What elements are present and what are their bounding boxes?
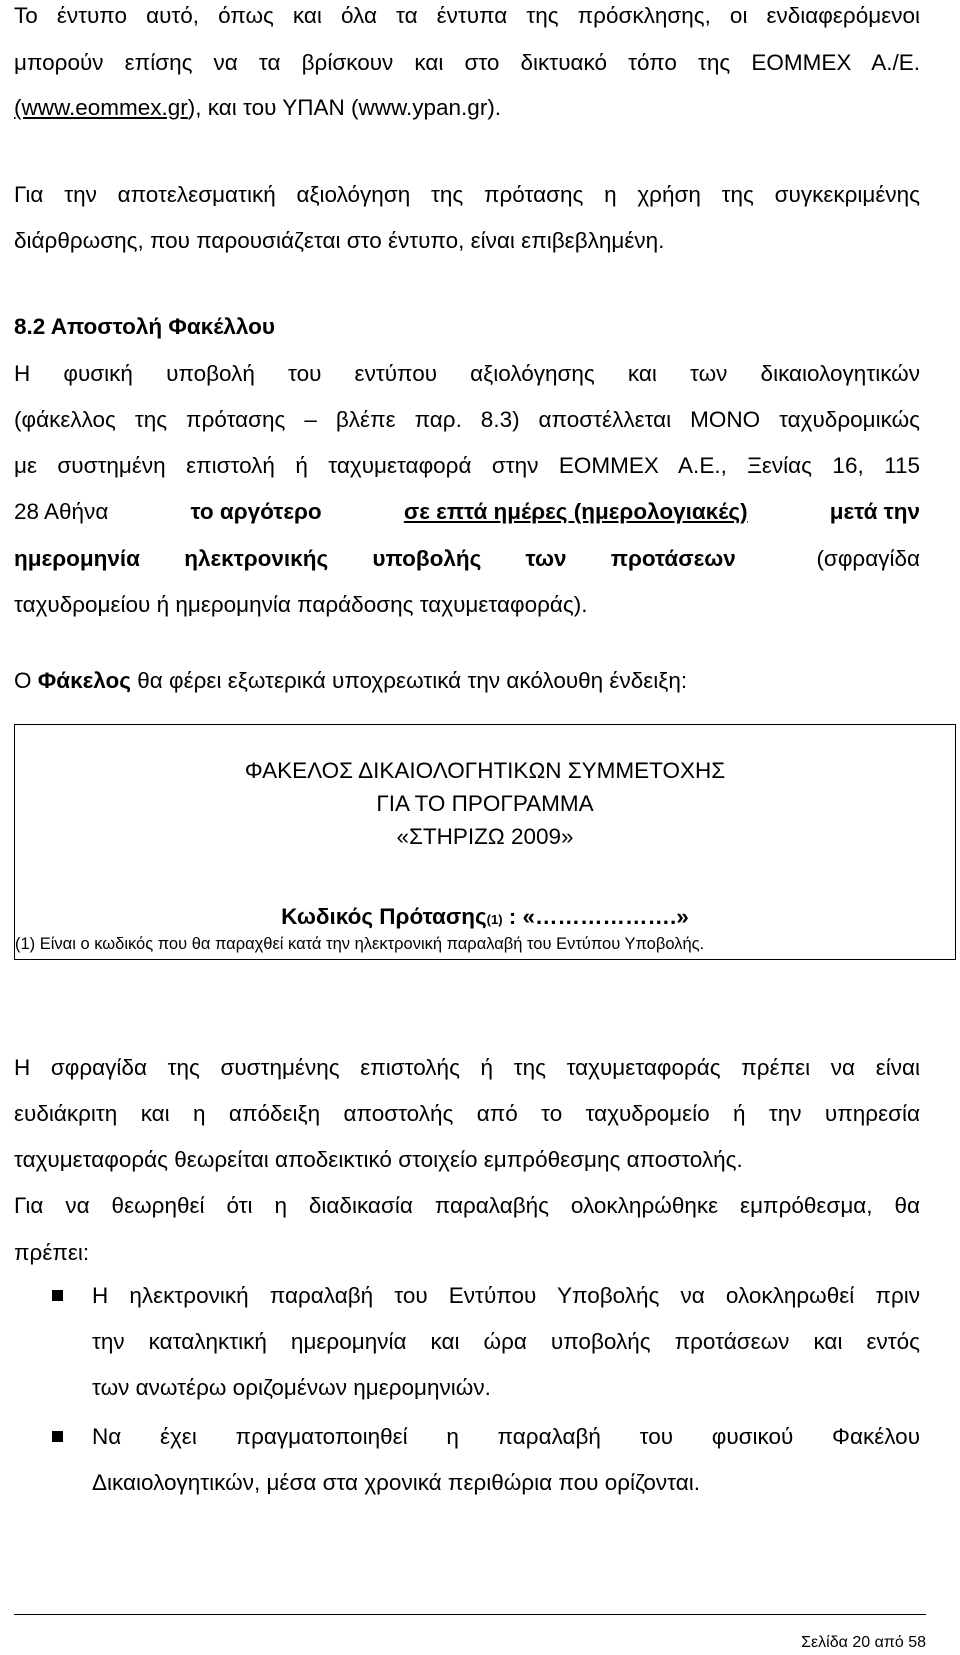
para3-line3: ταχυμεταφοράς θεωρείται αποδεικτικό στοιχείο εμπρόθεσμης αποστολής. bbox=[14, 1147, 743, 1172]
proposal-code-footnote-ref: (1) bbox=[486, 912, 503, 927]
para3-line1: Η σφραγίδα της συστημένης επιστολής ή της ταχυμεταφοράς πρέπει να είναι bbox=[14, 1055, 920, 1080]
para1-line1: Το έντυπο αυτό, όπως και όλα τα έντυπα της πρόσκλησης, οι ενδιαφερόμενοι bbox=[14, 3, 920, 28]
proposal-code-line bbox=[15, 903, 955, 934]
bullet2-line1: Να έχει πραγματοποιηθεί η παραλαβή του φυσικού Φακέλου bbox=[92, 1424, 920, 1449]
section-line3: με συστημένη επιστολή ή ταχυμεταφορά στην ΕΟΜΜΕΧ Α.Ε., Ξενίας 16, 115 bbox=[14, 453, 920, 478]
para2-line1: Για την αποτελεσματική αξιολόγηση της πρότασης η χρήση της συγκεκριμένης bbox=[14, 182, 920, 207]
para3-line2: ευδιάκριτη και η απόδειξη αποστολής από το ταχυδρομείο ή την υπηρεσία bbox=[14, 1101, 920, 1126]
section-line2: (φάκελλος της πρότασης – βλέπε παρ. 8.3) αποστέλλεται ΜΟΝΟ ταχυδρομικώς bbox=[14, 407, 920, 432]
bullet-marker-1 bbox=[52, 1290, 63, 1301]
para1-line3 bbox=[14, 94, 501, 122]
para1-line3-rest: ), και του ΥΠΑΝ (www.ypan.gr). bbox=[187, 95, 502, 120]
section-line4 bbox=[14, 498, 920, 526]
proposal-code-value: : «……………….» bbox=[502, 904, 689, 929]
bullet1-line1: Η ηλεκτρονική παραλαβή του Εντύπου Υποβολής να ολοκληρωθεί πριν bbox=[92, 1283, 920, 1308]
section-line4-c: σε επτά ημέρες (ημερολογιακές) bbox=[403, 499, 748, 524]
section-line1: Η φυσική υποβολή του εντύπου αξιολόγησης και των δικαιολογητικών bbox=[14, 361, 920, 386]
bullet1-line2: την καταληκτική ημερομηνία και ώρα υποβολής προτάσεων και εντός bbox=[92, 1329, 920, 1354]
para3-line5: πρέπει: bbox=[14, 1240, 90, 1265]
footer-rule bbox=[14, 1614, 926, 1615]
section-heading: 8.2 Αποστολή Φακέλλου bbox=[14, 314, 275, 339]
envelope-label-line3: «ΣΤΗΡΙΖΩ 2009» bbox=[396, 824, 574, 849]
bullet1-line3: των ανωτέρω οριζομένων ημερομηνιών. bbox=[92, 1375, 491, 1400]
section-line5 bbox=[14, 545, 920, 573]
footnote: (1) Είναι ο κωδικός που θα παραχθεί κατά την ηλεκτρονική παραλαβή του Εντύπου Υποβολής. bbox=[15, 935, 705, 953]
section-line4-a: 28 Αθήνα bbox=[14, 499, 109, 524]
page-number: Σελίδα 20 από 58 bbox=[801, 1634, 926, 1651]
envelope-label-line1: ΦΑΚΕΛΟΣ ΔΙΚΑΙΟΛΟΓΗΤΙΚΩΝ ΣΥΜΜΕΤΟΧΗΣ bbox=[244, 758, 726, 783]
envelope-intro-b: θα φέρει εξωτερικά υποχρεωτικά την ακόλουθη ένδειξη: bbox=[130, 668, 688, 693]
eommex-link[interactable]: (www.eommex.gr bbox=[14, 95, 188, 120]
section-line5-rest: (σφραγίδα bbox=[816, 546, 920, 571]
para2-line2: διάρθρωσης, που παρουσιάζεται στο έντυπο, είναι επιβεβλημένη. bbox=[14, 228, 665, 253]
envelope-label-line2: ΓΙΑ ΤΟ ΠΡΟΓΡΑΜΜΑ bbox=[376, 791, 594, 816]
envelope-intro-bold: Φάκελος bbox=[37, 668, 131, 693]
envelope-intro bbox=[14, 667, 687, 695]
section-line4-d: μετά την bbox=[829, 499, 920, 524]
section-line5-bold: ημερομηνία ηλεκτρονικής υποβολής των προτάσεων bbox=[14, 546, 736, 571]
para1-line2: μπορούν επίσης να τα βρίσκουν και στο δικτυακό τόπο της ΕΟΜΜΕΧ Α./Ε. bbox=[14, 50, 920, 75]
bullet2-line2: Δικαιολογητικών, μέσα στα χρονικά περιθώρια που ορίζονται. bbox=[92, 1470, 701, 1495]
proposal-code-label: Κωδικός Πρότασης bbox=[281, 904, 487, 929]
envelope-label-box bbox=[14, 724, 956, 960]
bullet-marker-2 bbox=[52, 1431, 63, 1442]
para3-line4: Για να θεωρηθεί ότι η διαδικασία παραλαβής ολοκληρώθηκε εμπρόθεσμα, θα bbox=[14, 1193, 920, 1218]
section-line6: ταχυδρομείου ή ημερομηνία παράδοσης ταχυμεταφοράς). bbox=[14, 592, 588, 617]
section-line4-b: το αργότερο bbox=[190, 499, 322, 524]
envelope-intro-a: Ο bbox=[14, 668, 38, 693]
